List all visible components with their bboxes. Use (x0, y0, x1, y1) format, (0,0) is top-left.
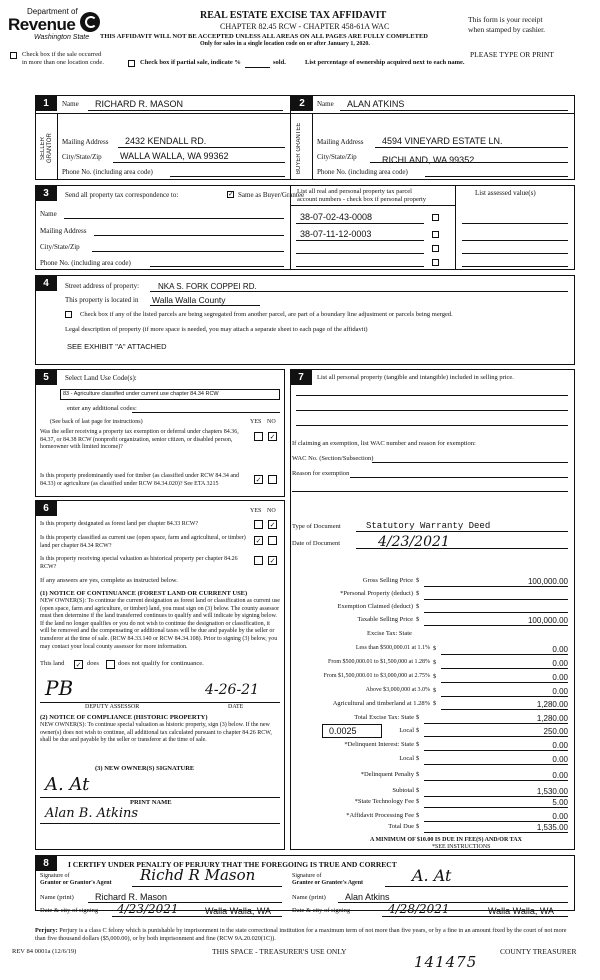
dept-of-label: Department of (27, 7, 78, 16)
section-4-number: 4 (35, 276, 57, 291)
taxable-selling-price-value[interactable]: 100,000.00 (527, 616, 568, 625)
dollar-sign: $ (433, 673, 437, 680)
not-accepted-notice: THIS AFFIDAVIT WILL NOT BE ACCEPTED UNLESS ALL AREAS ON ALL PAGES ARE FULLY COMPLETED (100, 33, 428, 40)
dollar-sign: $ (416, 755, 420, 762)
section-7-number: 7 (290, 370, 312, 385)
new-owner-print-name[interactable]: Alan B. Atkins (45, 806, 139, 821)
s6-q1-yes[interactable] (254, 520, 263, 529)
certify-statement: I CERTIFY UNDER PENALTY OF PERJURY THAT THE FOREGOING IS TRUE AND CORRECT (68, 860, 397, 869)
deputy-assessor-label: DEPUTY ASSESSOR (85, 704, 140, 710)
form-title: REAL ESTATE EXCISE TAX AFFIDAVIT (200, 10, 387, 21)
total-due-label: Total Due (388, 823, 414, 830)
street-label: Street address of property: (65, 282, 140, 290)
this-land-label: This land (40, 660, 65, 667)
buyer-name-label: Name (317, 100, 334, 108)
taxable-selling-price-label: Taxable Selling Price (357, 616, 413, 623)
tech-fee-label: *State Technology Fee (354, 798, 414, 805)
located-county[interactable]: Walla Walla County (152, 295, 226, 305)
type-of-document[interactable]: Statutory Warranty Deed (366, 521, 491, 531)
section-6-number: 6 (35, 501, 57, 516)
rate-3-0-label: Above $3,000,000 at 3.0% (365, 687, 430, 693)
parcel-4-personal-checkbox[interactable] (432, 259, 439, 266)
receipt-note-2: when stamped by cashier. (468, 25, 546, 34)
dollar-sign: $ (416, 771, 420, 778)
grantee-date[interactable]: 4/28/2021 (388, 902, 450, 916)
parcel-2-personal-checkbox[interactable] (432, 231, 439, 238)
delinquent-penalty-label: *Delinquent Penalty (360, 771, 414, 778)
dollar-sign: $ (416, 741, 420, 748)
seller-name-label: Name (62, 100, 79, 108)
grantee-city[interactable]: Walla Walla, WA (488, 906, 555, 916)
form-subtitle: CHAPTER 82.45 RCW - CHAPTER 458-61A WAC (220, 22, 390, 31)
legal-desc-value[interactable]: SEE EXHIBIT "A" ATTACHED (67, 342, 167, 351)
s5-q1-no[interactable]: ✓ (269, 433, 276, 441)
grantor-sig-label-2: Grantor or Grantor's Agent (40, 880, 112, 886)
assessor-signature[interactable]: PB (45, 676, 74, 700)
grantee-date-city-label: Date & city of signing (292, 907, 351, 914)
additional-codes-label: enter any additional codes: (67, 405, 137, 412)
send-correspondence-label: Send all property tax correspondence to: (65, 191, 179, 199)
partial-sale-label: Check box if partial sale, indicate % (140, 59, 241, 66)
perjury-text: Perjury is a class C felony which is punishable by imprisonment in the state correctional institution for a maximum term of not more than five years, or by a fine in an amount fixed by the court of not more than five thousand dollars ($5,000.00), or by both imprisonment and fine (RCW 9A.20.020(1C)). (35, 927, 567, 942)
s3-phone-label: Phone No. (including area code) (40, 259, 131, 267)
delinquent-interest-local-label: Local (399, 755, 414, 762)
s6-q3-yes[interactable] (254, 556, 263, 565)
total-due-value[interactable]: 1,535.00 (536, 823, 568, 832)
ag-timber-label: Agricultural and timberland at 1.28% (332, 700, 430, 707)
receipt-note-1: This form is your receipt (468, 15, 543, 24)
delinquent-interest-local-value[interactable]: 0.00 (552, 755, 568, 764)
any-yes-note: If any answers are yes, complete as instructed below. (40, 577, 178, 584)
continuance-title: (1) NOTICE OF CONTINUANCE (FOREST LAND OR CURRENT USE) (40, 590, 248, 597)
rate-2-75-label: From $1,500,000.01 to $3,000,000 at 2.75% (323, 673, 430, 679)
delinquent-penalty-value[interactable]: 0.00 (552, 771, 568, 780)
grantee-sig-label-1: Signature of (292, 873, 322, 879)
parcels-head-1: List all real and personal property tax parcel (297, 188, 412, 195)
dollar-sign: $ (433, 700, 437, 707)
multi-location-label-2: in more than one location code. (22, 59, 104, 66)
section-3-number: 3 (35, 186, 57, 201)
local-value[interactable]: 250.00 (543, 727, 568, 736)
buyer-phone-label: Phone No. (including area code) (317, 168, 408, 176)
land-use-label: Select Land Use Code(s): (65, 374, 137, 382)
historic-text: NEW OWNER(S): To continue special valuation as historic property, sign (3) below. If the new owner(s) does not wish to continue, all additional tax calculated pursuant to chapter 84.26 RCW, shall be due and payable by the seller or transferor at the time of sale. (40, 722, 272, 744)
date-doc-label: Date of Document (292, 540, 341, 547)
grantee-signature[interactable]: A. At (412, 866, 452, 885)
personal-property-deduct-label: *Personal Property (deduct) (340, 590, 413, 597)
dollar-sign: $ (416, 812, 420, 819)
historic-title: (2) NOTICE OF COMPLIANCE (HISTORIC PROPERTY) (40, 714, 208, 721)
dollar-sign: $ (416, 727, 420, 734)
grantee-sig-label-2: Grantee or Grantee's Agent (292, 880, 364, 886)
total-excise-state-label: Total Excise Tax: State (354, 714, 414, 721)
land-does-checkbox[interactable]: ✓ (75, 661, 82, 669)
s5-q2-yes[interactable]: ✓ (255, 476, 262, 484)
land-does-not-checkbox[interactable] (106, 660, 115, 669)
s6-q3-no[interactable]: ✓ (269, 557, 276, 565)
perjury-notice (35, 927, 575, 942)
s3-mail-label: Mailing Address (40, 227, 87, 235)
revenue-logo-text: Revenue (8, 15, 76, 34)
multi-location-checkbox[interactable] (10, 52, 17, 59)
does-not-label: does not qualify for continuance. (118, 660, 204, 667)
land-use-value: 83 - Agriculture classified under current use chapter 84.34 RCW (63, 391, 219, 397)
s6-question-3: Is this property receiving special valuation as historical property per chapter 84.26 RCW? (40, 556, 238, 570)
rate-1-1-value[interactable]: 0.00 (552, 645, 568, 654)
land-use-select[interactable] (60, 389, 280, 400)
rate-3-0-value[interactable]: 0.00 (552, 687, 568, 696)
s6-question-1: Is this property designated as forest land per chapter 84.33 RCW? (40, 521, 199, 527)
subtotal-label: Subtotal (392, 787, 414, 794)
date-label: DATE (228, 704, 244, 710)
rate-1-28-label: From $500,000.01 to $1,500,000 at 1.28% (328, 659, 430, 665)
section-2-number: 2 (291, 96, 313, 111)
grantee-name-label: Name (print) (292, 894, 326, 901)
delinquent-interest-state-value[interactable]: 0.00 (552, 741, 568, 750)
street-address[interactable]: NKA S. FORK COPPEI RD. (158, 282, 257, 291)
buyer-mail[interactable]: 4594 VINEYARD ESTATE LN. (382, 136, 503, 146)
buyer-mail-label: Mailing Address (317, 138, 364, 146)
s6-yes-head: YES (250, 508, 262, 514)
dollar-sign: $ (416, 590, 420, 597)
segregated-checkbox[interactable] (65, 311, 72, 318)
seller-mail-label: Mailing Address (62, 138, 109, 146)
treasurer-stamp-number: 141475 (414, 953, 478, 971)
seller-mail[interactable]: 2432 KENDALL RD. (125, 136, 207, 146)
s6-question-2: Is this property classified as current use (open space, farm and agricultural, or timber) land per chapter 84.34 RCW? (40, 535, 246, 549)
partial-sale-checkbox[interactable] (128, 60, 135, 67)
parcel-1-personal-checkbox[interactable] (432, 214, 439, 221)
dollar-sign: $ (433, 687, 437, 694)
dollar-sign: $ (416, 616, 420, 623)
see-instructions-note: *SEE INSTRUCTIONS (432, 844, 491, 850)
excise-tax-state-label: Excise Tax: State (367, 630, 412, 637)
seller-side-label: SELLER GRANTOR (40, 133, 53, 163)
s5-question-2: Is this property predominantly used for timber (as classified under RCW 84.34 and 84.33) or agriculture (as classified under RCW 84.34.020)? See ETA 3215 (40, 473, 240, 487)
total-excise-state-value[interactable]: 1,280.00 (536, 714, 568, 723)
single-location-notice: Only for sales in a single location code on or after January 1, 2020. (200, 41, 370, 47)
sold-label: sold. (273, 59, 286, 66)
gross-selling-price-label: Gross Selling Price (362, 577, 413, 584)
processing-fee-label: *Affidavit Processing Fee (346, 812, 414, 819)
segregated-label: Check box if any of the listed parcels are being segregated from another parcel, are part of a boundary line adjustment or parcels being merged. (80, 311, 453, 318)
seller-phone-label: Phone No. (including area code) (62, 168, 153, 176)
state-label: Washington State (34, 34, 90, 41)
minimum-due-note: A MINIMUM OF $10.00 IS DUE IN FEE(S) AND/OR TAX (370, 837, 522, 843)
assessor-date[interactable]: 4-26-21 (205, 682, 259, 698)
grantor-name-label: Name (print) (40, 894, 74, 901)
county-treasurer-label: COUNTY TREASURER (500, 947, 577, 956)
section-8-number: 8 (35, 856, 57, 871)
s5-yes-head: YES (250, 419, 262, 425)
ownership-pct-label: List percentage of ownership acquired next to each name. (305, 59, 465, 66)
exemption-label: If claiming an exemption, list WAC number and reason for exemption: (292, 440, 476, 447)
type-or-print: PLEASE TYPE OR PRINT (470, 50, 554, 59)
s6-no-head: NO (267, 508, 276, 514)
grantor-name-print[interactable]: Richard R. Mason (95, 892, 168, 902)
parcels-head-2: account numbers - check box if personal property (297, 196, 427, 203)
parcel-3-personal-checkbox[interactable] (432, 245, 439, 252)
multi-location-label-1: Check box if the sale occurred (22, 51, 102, 58)
does-label: does (87, 660, 99, 667)
located-label: This property is located in (65, 296, 139, 304)
seller-name[interactable]: RICHARD R. MASON (95, 99, 184, 109)
s3-name-label: Name (40, 210, 57, 218)
revenue-logo-icon (80, 12, 100, 32)
s6-q2-yes[interactable]: ✓ (255, 537, 262, 545)
s3-city-label: City/State/Zip (40, 243, 80, 251)
rate-2-75-value[interactable]: 0.00 (552, 673, 568, 682)
form-number: REV 84 0001a (12/6/19) (12, 948, 77, 955)
seller-city[interactable]: WALLA WALLA, WA 99362 (120, 151, 229, 161)
rate-1-28-value[interactable]: 0.00 (552, 659, 568, 668)
buyer-side-label: BUYER GRANTEE (296, 122, 302, 174)
continuance-text: NEW OWNER(S): To continue the current designation as forest land or classification as current use (open space, farm and agriculture, or timber) land, you must sign on (3) below. The county assessor must then determine if the land transferred continues to qualify and will indicate by signing below. If the land no longer qualifies or you do not wish to continue the designation or classification, it will be removed and the compensating or additional taxes will be due and payable by the seller or transferor at the time of sale. (RCW 84.33.140 or RCW 84.34.108). Prior to signing (3) below, you may contact your local county assessor for more information. (40, 598, 280, 650)
parcel-2[interactable]: 38-07-11-12-0003 (300, 229, 372, 239)
s5-no-head: NO (267, 419, 276, 425)
dollar-sign: $ (416, 714, 420, 721)
s6-q2-no[interactable] (268, 536, 277, 545)
reason-label: Reason for exemption (292, 470, 350, 477)
delinquent-interest-state-label: *Delinquent Interest: State (344, 741, 414, 748)
ag-timber-value[interactable]: 1,280.00 (536, 700, 568, 709)
seller-city-label: City/State/Zip (62, 153, 102, 161)
dollar-sign: $ (416, 603, 420, 610)
type-doc-label: Type of Document (292, 523, 341, 530)
s5-q1-yes[interactable] (254, 432, 263, 441)
tech-fee-value[interactable]: 5.00 (552, 798, 568, 807)
section-5-number: 5 (35, 370, 57, 385)
s5-q2-no[interactable] (268, 475, 277, 484)
local-rate: 0.0025 (329, 726, 357, 736)
dollar-sign: $ (416, 823, 420, 830)
s5-question-1: Was the seller receiving a property tax exemption or deferral under chapters 84.36, 84.37, or 84.38 RCW (nonprofit organization, senior citizen, or disabled person, homeowner with limited income)? (40, 429, 239, 451)
legal-desc-label: Legal description of property (if more space is needed, you may attach a separate sheet to each page of the affidavit) (65, 326, 368, 333)
buyer-city[interactable]: RICHLAND, WA 99352 (382, 155, 475, 165)
treasurer-use-only: THIS SPACE - TREASURER'S USE ONLY (212, 947, 347, 956)
processing-fee-value[interactable]: 0.00 (552, 812, 568, 821)
grantor-date[interactable]: 4/23/2021 (117, 902, 179, 916)
dollar-sign: $ (416, 787, 420, 794)
rate-1-1-label: Less than $500,000.01 at 1.1% (355, 645, 430, 651)
local-rate-box[interactable] (322, 724, 382, 738)
buyer-city-label: City/State/Zip (317, 153, 357, 161)
same-as-buyer-checkbox[interactable]: ✓ (228, 190, 234, 198)
section-1-number: 1 (35, 96, 57, 111)
dollar-sign: $ (416, 577, 420, 584)
grantor-date-city-label: Date & city of signing (40, 907, 99, 914)
grantor-sig-label-1: Signature of (40, 873, 70, 879)
new-owner-signature[interactable]: A. At (45, 774, 90, 795)
subtotal-value[interactable]: 1,530.00 (536, 787, 568, 796)
buyer-name[interactable]: ALAN ATKINS (347, 99, 405, 109)
grantor-signature[interactable]: Richd R Mason (140, 866, 256, 884)
date-of-document[interactable]: 4/23/2021 (378, 534, 450, 550)
personal-property-label: List all personal property (tangible and intangible) included in selling price. (317, 374, 514, 381)
same-as-buyer-label: Same as Buyer/Grantee (238, 191, 305, 199)
grantee-name-print[interactable]: Alan Atkins (345, 892, 390, 902)
exemption-claimed-label: Exemption Claimed (deduct) (337, 603, 413, 610)
dollar-sign: $ (433, 645, 437, 652)
print-name-label: PRINT NAME (130, 799, 172, 806)
wac-label: WAC No. (Section/Subsection) (292, 455, 374, 462)
dollar-sign: $ (433, 659, 437, 666)
see-back-note: (See back of last page for instructions) (50, 419, 143, 425)
local-label: Local (399, 727, 414, 734)
assessed-head: List assessed value(s) (475, 189, 536, 197)
s6-q1-no[interactable]: ✓ (269, 521, 276, 529)
new-owner-sig-label: (3) NEW OWNER(S) SIGNATURE (95, 765, 195, 772)
perjury-label: Perjury: (35, 927, 58, 934)
dollar-sign: $ (416, 798, 420, 805)
gross-selling-price-value[interactable]: 100,000.00 (527, 577, 568, 586)
grantor-city[interactable]: Walla Walla, WA (205, 906, 272, 916)
parcel-1[interactable]: 38-07-02-43-0008 (300, 212, 373, 222)
